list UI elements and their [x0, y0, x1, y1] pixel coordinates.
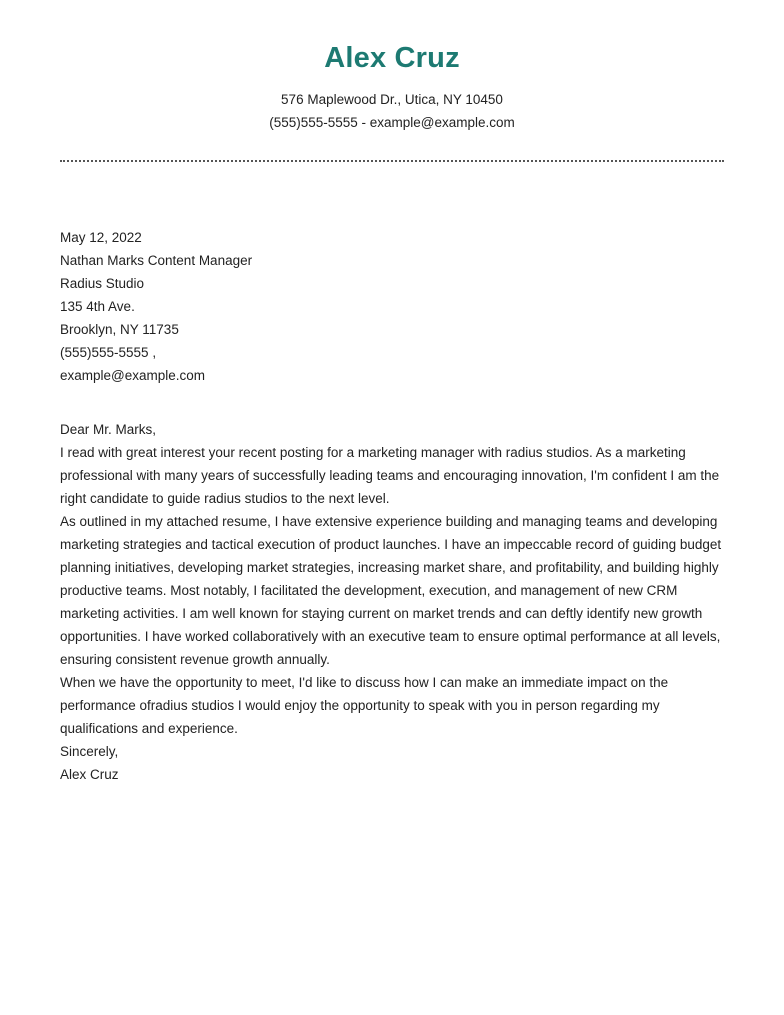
body-paragraph-intro: I read with great interest your recent posting for a marketing manager with radius studios. As a marketing professional with many years of successfully leading teams and encouraging innovation, I'm confident I am the right candidate to guide radius studios to the next level.: [60, 445, 720, 506]
recipient-street: 135 4th Ave.: [60, 299, 135, 314]
recipient-phone: (555)555-5555 ,: [60, 345, 157, 360]
letter-header: [0, 0, 784, 134]
sender-name: Alex Cruz: [324, 42, 460, 74]
letter-date: May 12, 2022: [60, 230, 142, 245]
recipient-block: [60, 249, 730, 387]
recipient-city: Brooklyn, NY 11735: [60, 322, 179, 337]
sender-address: 576 Maplewood Dr., Utica, NY 10450: [281, 92, 503, 107]
letter-body: [60, 226, 730, 786]
header-divider: [60, 160, 724, 162]
closing: Sincerely,: [60, 744, 119, 759]
sender-contact: (555)555-5555 - example@example.com: [269, 115, 515, 130]
signature: Alex Cruz: [60, 767, 119, 782]
recipient-name-title: Nathan Marks Content Manager: [60, 253, 253, 268]
body-paragraph-experience: As outlined in my attached resume, I have extensive experience building and managing teams and developing marketing strategies and tactical execution of product launches. I have an impeccable record of guiding budget planning initiatives, developing market strategies, increasing market share, and profitability, and building highly productive teams. Most notably, I facilitated the development, execution, and management of new CRM marketing activities. I am well known for staying current on market trends and can deftly identify new growth opportunities. I have worked collaboratively with an executive team to ensure optimal performance at all levels, ensuring consistent revenue growth annually.: [60, 514, 722, 667]
recipient-company: Radius Studio: [60, 276, 145, 291]
recipient-email: example@example.com: [60, 368, 206, 383]
body-paragraph-closing: When we have the opportunity to meet, I'd like to discuss how I can make an immediate impact on the performance ofradius studios I would enjoy the opportunity to speak with you in person regarding my qualifications and experience.: [60, 675, 669, 736]
salutation: Dear Mr. Marks,: [60, 422, 157, 437]
